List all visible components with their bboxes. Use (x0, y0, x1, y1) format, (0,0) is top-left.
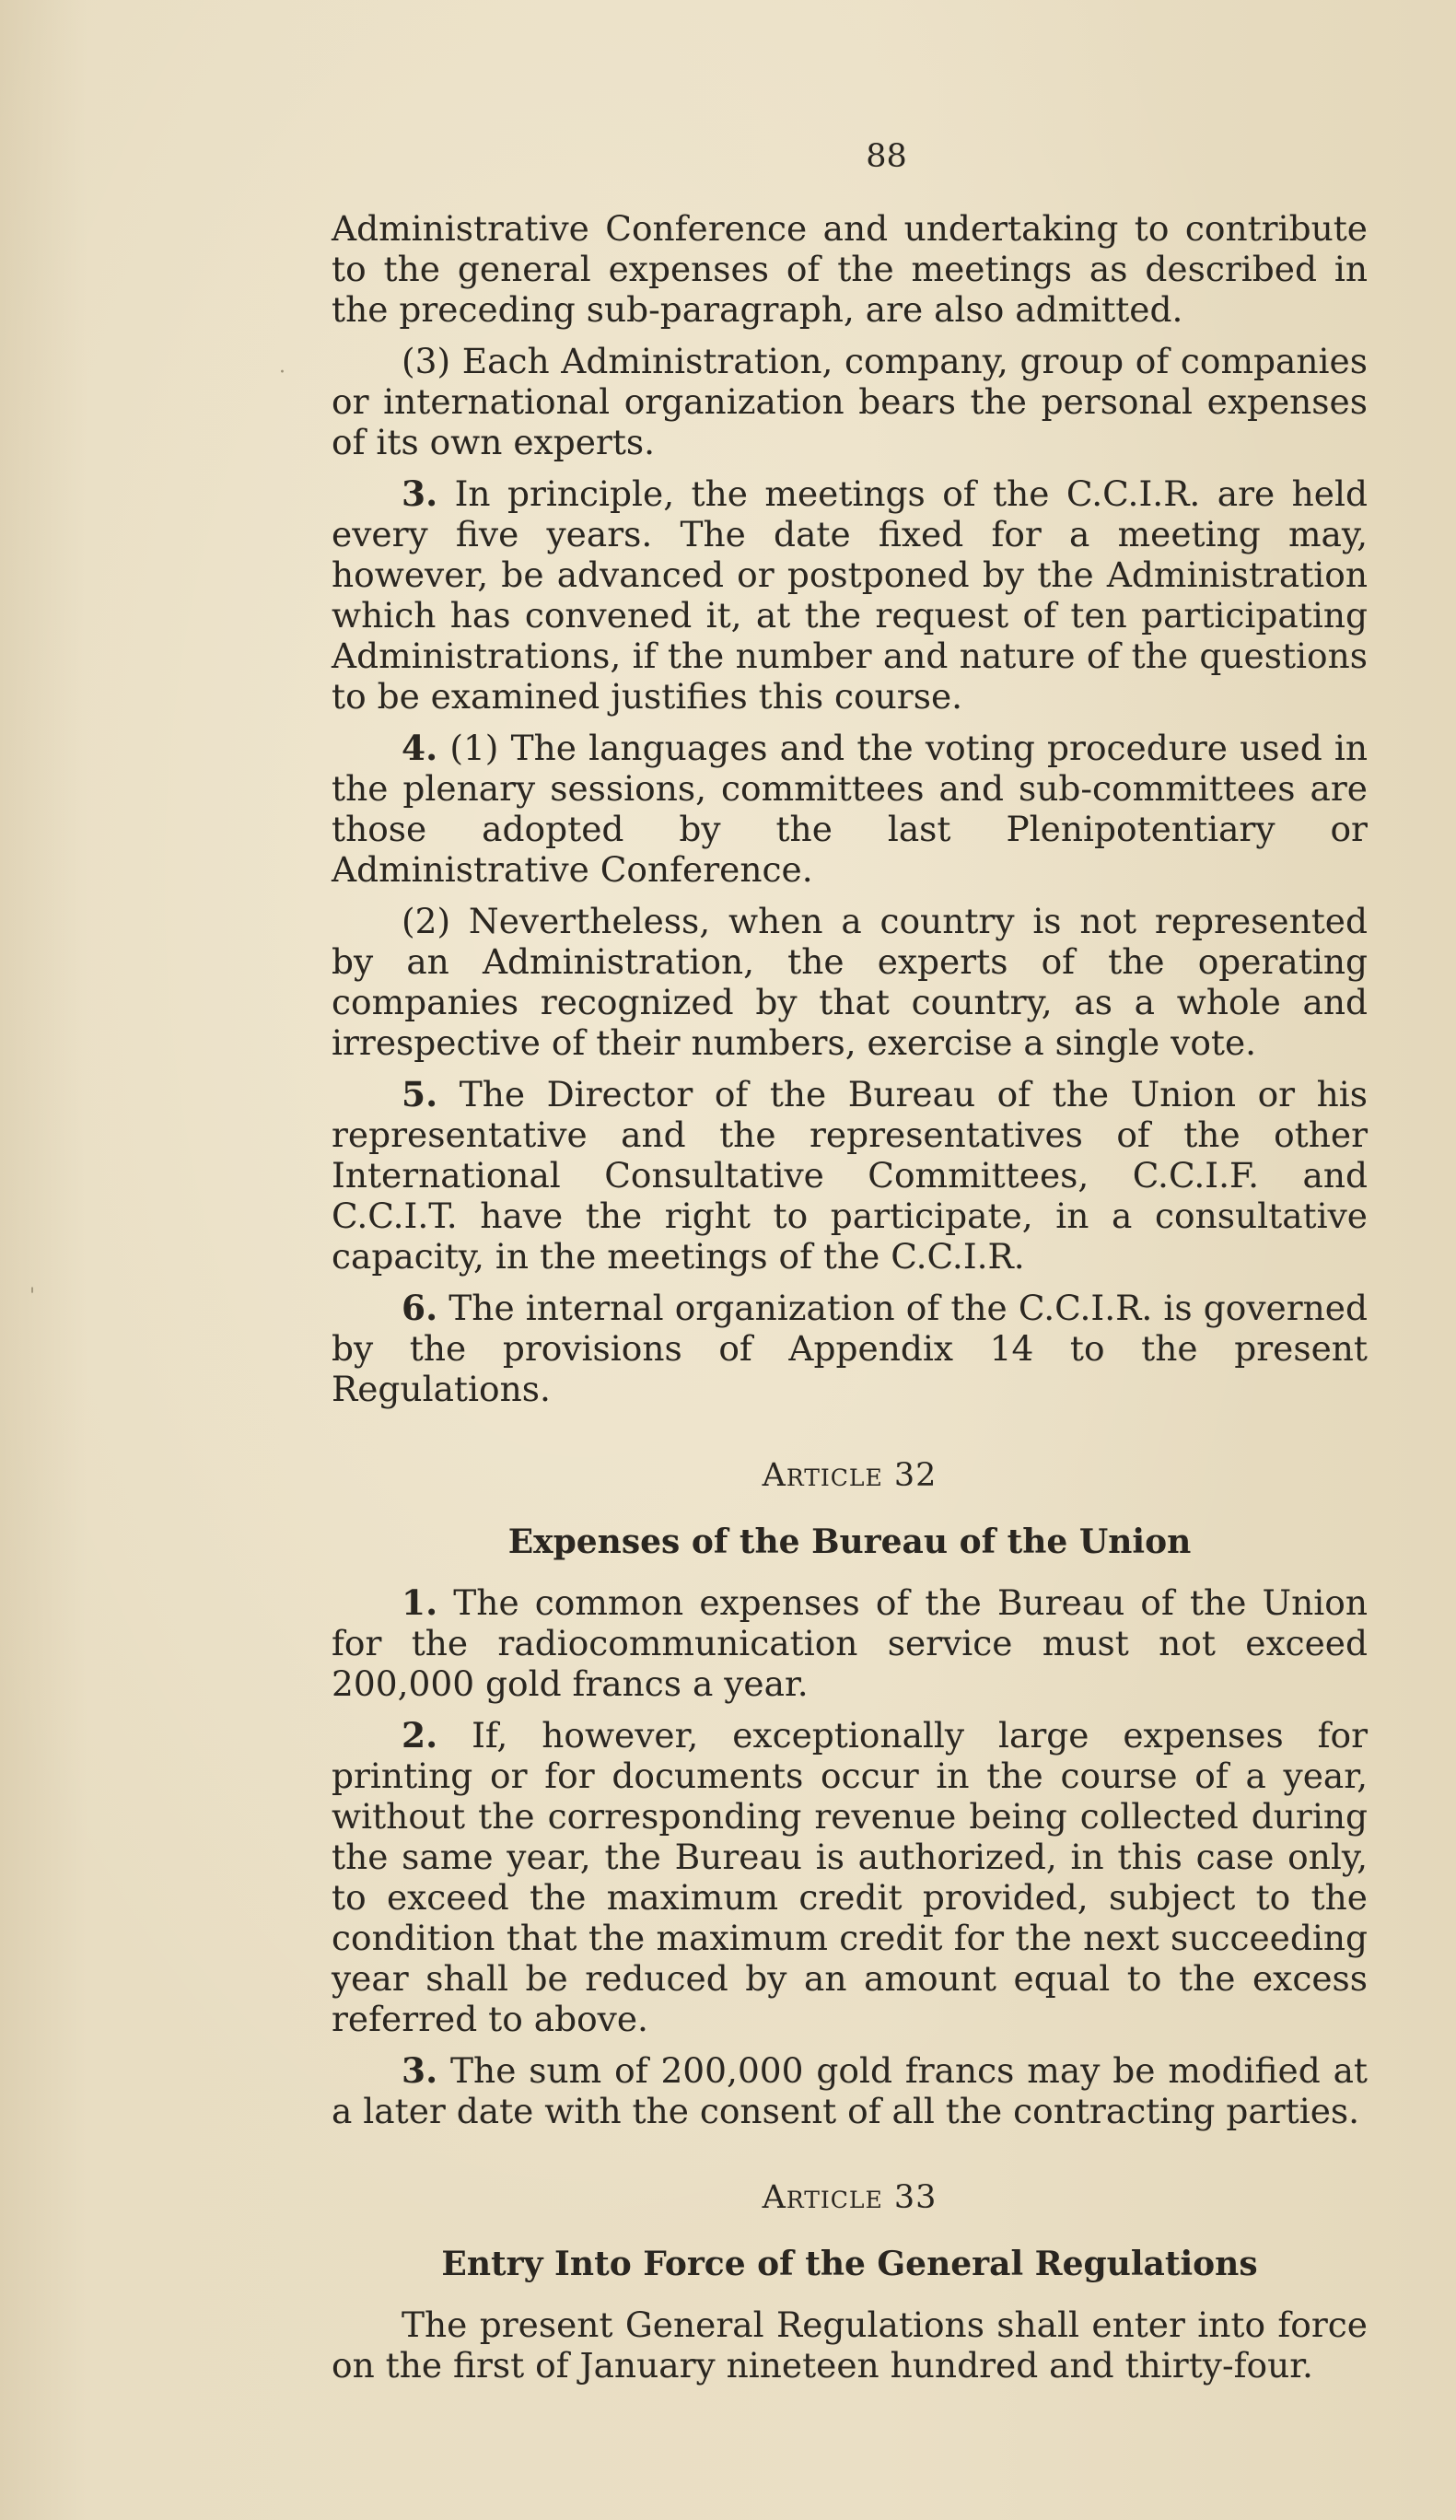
paragraph: 2. If, however, exceptionally large expenses for printing or for documents occur in the course of a year, without the corresponding revenue being collected during the same year, the Bureau is authorized, in this case only, to exceed the maximum credit provided, subject to the condition that the maximum credit for the next succeeding year shall be reduced by an amount equal to the excess referred to above. (332, 1715, 1369, 2039)
paragraph-number: 3. (402, 2050, 438, 2091)
paragraph: Administrative Conference and undertaking to contribute to the general expenses of the meetings as described in the preceding sub-paragraph, are also admitted. (332, 208, 1368, 330)
paragraph: 5. The Director of the Bureau of the Union or his representative and the representatives of the other International Consultative Committees, C.C.I.F. and C.C.I.T. have the right to participate, in a consultative capacity, in the meetings of the C.C.I.R. (332, 1074, 1368, 1277)
paragraph: 3. The sum of 200,000 gold francs may be modified at a later date with the consent of all the contracting parties. (332, 2050, 1368, 2131)
page-speck: ' (29, 1285, 36, 1308)
paragraph-number: 5. (402, 1074, 438, 1114)
paragraph-number: 4. (402, 728, 438, 768)
paragraph: The present General Regulations shall enter into force on the first of January nineteen hundred and thirty-four. (332, 2304, 1368, 2386)
paragraph-number: 1. (402, 1582, 438, 1623)
paragraph: 6. The internal organization of the C.C.I.R. is governed by the provisions of Appendix 14 to the present Regulations. (332, 1288, 1368, 1409)
paragraph-number: 3. (402, 473, 438, 514)
paragraph: 1. The common expenses of the Bureau of the Union for the radiocommunication service must not exceed 200,000 gold francs a year. (332, 1582, 1369, 1704)
page-speck: · (279, 361, 285, 384)
article-33 (332, 2177, 1368, 2386)
article-label: Article 33 (762, 2179, 938, 2216)
article-title: Expenses of the Bureau of the Union (507, 1522, 1192, 1561)
paragraph-number: 6. (402, 1288, 438, 1328)
paragraph-number: 2. (402, 1715, 438, 1756)
article-title: Entry Into Force of the General Regulations (441, 2245, 1258, 2283)
paragraph: 3. In principle, the meetings of the C.C.I.R. are held every five years. The date fixed for a meeting may, however, be advanced or postponed by the Administration which has convened it, at the request of ten participating Administrations, if the number and nature of the questions to be examined justifies this course. (332, 473, 1368, 717)
paragraph: (2) Nevertheless, when a country is not represented by an Administration, the experts of the operating companies recognized by that country, as a whole and irrespective of their numbers, exercise a single vote. (332, 901, 1368, 1063)
section-top (332, 208, 1368, 1409)
page-number: 88 (866, 138, 907, 175)
text-column (332, 129, 1368, 2397)
paragraph: 4. (1) The languages and the voting procedure used in the plenary sessions, committees and sub-committees are those adopted by the last Plenipotentiary or Administrative Conference. (332, 728, 1369, 890)
article-label: Article 32 (762, 1457, 938, 1494)
article-32 (332, 1455, 1368, 2131)
paragraph: (3) Each Administration, company, group of companies or international organization bears the personal expenses of its own experts. (332, 341, 1368, 462)
